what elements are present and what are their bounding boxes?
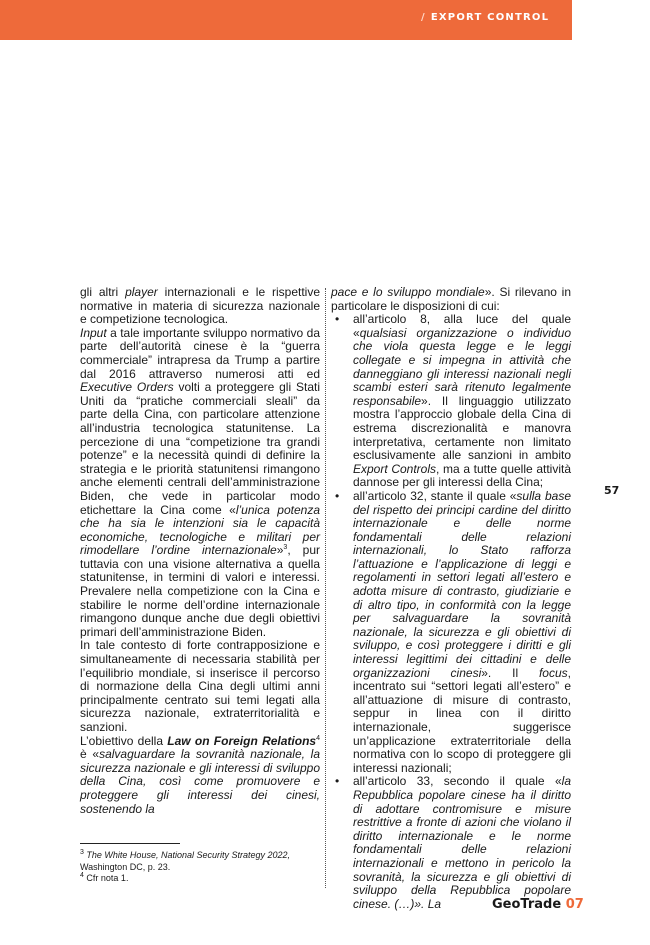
left-column xyxy=(80,286,320,816)
column-divider xyxy=(325,288,326,888)
footnote-ref-3[interactable]: 3 xyxy=(283,544,288,552)
issue-number: 07 xyxy=(565,897,584,912)
list-item-article-33: • all’articolo 33, secondo il quale «la Repubblica popolare cinese ha il diritto di adottare contromisure e misure restrittive a fronte di azioni che violano il diritto internazionale e le norme fondamentali delle relazioni internazionali e mettono in pericolo la sovranità, la sicurezza e gli obiettivi di sviluppo della Repubblica popolare cinese. (…)». La xyxy=(331,775,571,911)
right-intro: pace e lo sviluppo mondiale». Si rilevano in particolare le disposizioni di cui: xyxy=(331,285,571,313)
footnote-3: $^3$ The White House, National Security Strategy 2022, Washington DC, p. 23. xyxy=(80,849,291,872)
footnote-rule xyxy=(80,843,180,844)
section-slash: / xyxy=(421,12,426,23)
right-column xyxy=(331,286,571,911)
footnotes xyxy=(80,850,320,885)
left-paragraph-4: L’obiettivo della Law on Foreign Relations$^4$ è «salvaguardare la sovranità nazionale, la sicurezza nazionale e gli interessi di sviluppo della Cina, così come promuovere e proteggere gli interessi dei cinesi, sostenendo la xyxy=(80,733,321,816)
left-paragraph-1: gli altri player internazionali e le rispettive normative in materia di sicurezza nazionale e competizione tecnologica. xyxy=(80,285,321,327)
left-paragraph-3: In tale contesto di forte contrapposizione e simultaneamente di necessaria stabilità per l’equilibrio mondiale, si inserisce il percorso di normazione della Cina degli ultimi anni principalmente centrato sui temi legati alla sicurezza nazionale, extraterritorialità e sanzioni. xyxy=(80,638,320,734)
list-item-article-32: • all’articolo 32, stante il quale «sulla base del rispetto dei principi cardine del diritto internazionale e delle norme fondamentali delle relazioni internazionali, lo Stato rafforza l’attuazione e l’applicazione di leggi e regolamenti in settori legati all’estero e adotta misure di contrasto, giudiziarie e di altro tipo, in conformità con la legge per salvaguardare la sovranità nazionale, la sicurezza e gli obiettivi di sviluppo, e così proteggere i diritti e gli interessi legittimi dei cittadini e delle organizzazioni cinesi». Il focus, incentrato sui “settori legati all’estero” e all’attuazione di misure di contrasto, seppur in linea con il diritto internazionale, suggerisce un’applicazione extraterritoriale della normativa con lo scopo di proteggere gli interessi nazionali; xyxy=(331,490,571,775)
section-title: EXPORT CONTROL xyxy=(430,12,550,23)
footnote-4: $^4$ Cfr nota 1. xyxy=(80,872,129,883)
brand-logo xyxy=(492,897,584,912)
left-paragraph-2: Input a tale importante sviluppo normativo da parte dell’autorità cinese è la “guerra commerciale” intrapresa da Trump a partire dal 2016 attraverso numerosi atti ed Executive Orders volti a proteggere gli Stati Uniti da “pratiche commerciali sleali” da parte della Cina, con particolare attenzione all’industria tecnologica statunitense. La percezione di una “competizione tra grandi potenze” e la necessità quindi di definire la strategia e le priorità statunitensi rimangono anche elementi centrali dell’amministrazione Biden, che vede in particolar modo etichettare la Cina come «l’unica potenza che ha sia le intenzioni sia le capacità economiche, tecnologiche e militari per rimodellare l’ordine internazionale»$^3$, pur tuttavia con una visione alternativa a quella statunitense, in termini di valori e interessi. Prevalere nella competizione con la Cina e stabilire le norme dell’ordine internazionale rimangono dunque anche due degli obiettivi primari dell’amministrazione Biden. xyxy=(80,325,321,639)
page-number: 57 xyxy=(604,484,620,497)
list-item-article-8: • all’articolo 8, alla luce del quale «qualsiasi organizzazione o individuo che viola questa legge e le leggi collegate e si impegna in attività che danneggiano gli interessi nazionali negli scambi esteri sarà ritenuto legalmente responsabile». Il linguaggio utilizzato mostra l’approccio globale della Cina di estrema discrezionalità e manovra interpretativa, certamente non limitato esclusivamente alle sanzioni in ambito Export Controls, ma a tutte quelle attività dannose per gli interessi della Cina; xyxy=(331,313,571,490)
article-list xyxy=(331,313,571,911)
footnote-ref-4[interactable]: 4 xyxy=(316,734,320,742)
section-label xyxy=(421,12,549,23)
brand-name: GeoTrade xyxy=(492,897,562,912)
